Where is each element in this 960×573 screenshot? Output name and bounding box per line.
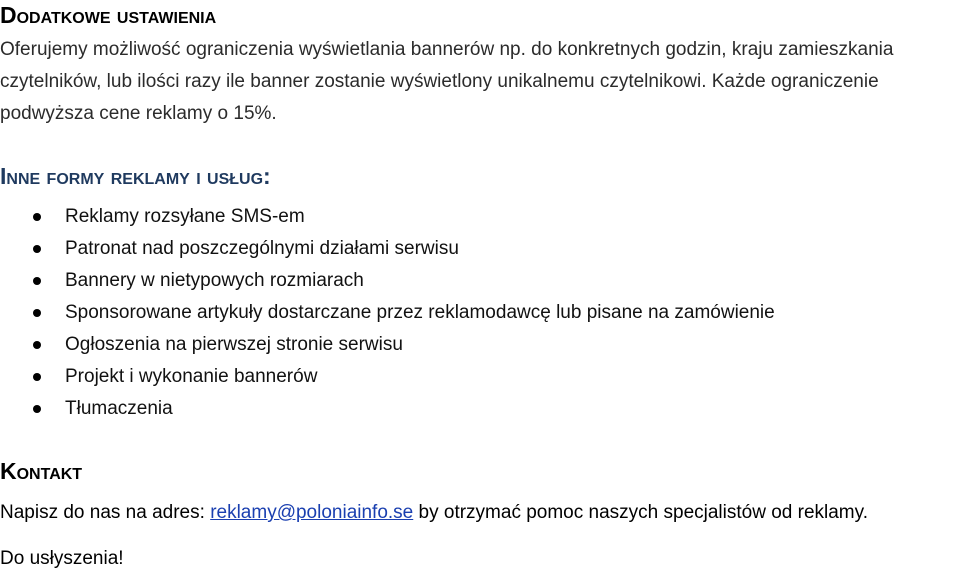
bullet-icon [33,341,41,349]
list-item [0,329,775,361]
bullet-icon [33,277,41,285]
bullet-icon [33,405,41,413]
list-item-label: Patronat nad poszczególnymi działami serwisu [65,238,459,259]
list-item-label: Tłumaczenia [65,398,173,419]
bullet-icon [33,373,41,381]
list-item-label: Bannery w nietypowych rozmiarach [65,270,364,291]
list-item [0,393,775,425]
other-forms-heading: Inne formy reklamy i usług: [0,163,271,189]
contact-email-link[interactable]: reklamy@poloniainfo.se [210,502,414,523]
list-item-label: Sponsorowane artykuły dostarczane przez reklamodawcę lub pisane na zamówienie [65,302,775,323]
contact-heading: Kontakt [0,458,83,484]
bullet-icon [33,213,41,221]
list-item [0,297,775,329]
list-item-label: Projekt i wykonanie bannerów [65,366,318,387]
list-item-label: Ogłoszenia na pierwszej stronie serwisu [65,334,403,355]
contact-text-after: by otrzymać pomoc naszych specjalistów od reklamy. [413,502,869,523]
bullet-icon [33,245,41,253]
list-item-label: Reklamy rozsyłane SMS-em [65,206,305,227]
list-item [0,361,775,393]
other-forms-list [0,201,775,425]
closing-text: Do usłyszenia! [0,548,124,569]
list-item [0,265,775,297]
contact-text-before: Napisz do nas na adres: [0,502,211,523]
bullet-icon [33,309,41,317]
additional-settings-paragraph: Oferujemy możliwość ograniczenia wyświetlania bannerów np. do konkretnych godzin, kraju zamieszkania czytelników, lub ilości razy ile banner zostanie wyświetlony unikalnemu czytelnikowi. Każde ograniczenie podwyższa cene reklamy o 15%. [0,39,894,124]
contact-paragraph [0,497,868,529]
list-item [0,233,775,265]
list-item [0,201,775,233]
additional-settings-heading: Dodatkowe ustawienia [0,2,217,28]
